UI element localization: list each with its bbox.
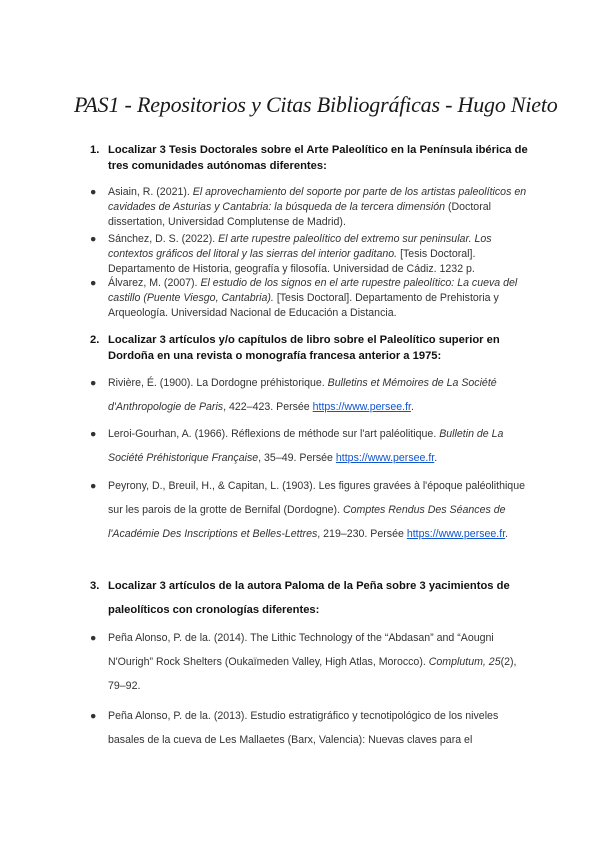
section-heading-text: Localizar 3 Tesis Doctorales sobre el Arte Paleolítico en la Península ibérica de tres comunidades autónomas diferentes: [108,144,528,172]
bullet-icon: ● [90,277,97,289]
citation-text: , 219–230. Persée [317,528,407,540]
citation-text: Asiain, R. (2021). [108,186,193,198]
citation-text: [Tesis Doctoral]. Departamento de Historia, geografía y filosofía. Universidad de Cádiz. 1232 p. [108,248,476,275]
citation-end: . [410,401,414,413]
citation-text: Peña Alonso, P. de la. (2014). The Lithic Technology of the “Abdasan” and “Aougni N'Ourigh” Rock Shelters (Oukaïmeden Valley, High Atlas, Morocco). [108,632,494,668]
section-heading-2 [90,332,530,364]
list-item [90,474,530,546]
bullet-icon: ● [90,632,97,644]
citation-text: (2), 79–92. [108,656,517,692]
citation-title: Bulletins et Mémoires de La Société d'Anthropologie de Paris [108,377,497,413]
list-item [90,232,530,277]
bullet-icon: ● [90,480,97,492]
section-heading-3 [90,574,530,622]
citation-title: Complutum, 25 [428,656,501,668]
list-item [90,371,530,419]
citation-title: Bulletin de La Société Préhistorique Française [108,428,504,464]
list-item [90,626,530,698]
citation-title: Comptes Rendus Des Séances de l'Académie Des Inscriptions et Belles-Lettres [108,504,506,540]
bullet-icon: ● [90,377,97,389]
citation-text: (Doctoral dissertation, Universidad Complutense de Madrid). [108,201,491,228]
citation-title: El estudio de los signos en el arte rupestre paleolítico: La cueva del castillo (Puente Viesgo, Cantabria). [108,277,518,304]
citation-text: Peña Alonso, P. de la. (2013). Estudio estratigráfico y tecnotipológico de los niveles basales de la cueva de Les Mallaetes (Barx, Valencia): Nuevas claves para el [108,710,499,746]
persee-link[interactable]: https://www.persee.fr [335,452,435,464]
section-heading-text: Localizar 3 artículos de la autora Paloma de la Peña sobre 3 yacimientos de paleolíticos con cronologías diferentes: [108,580,510,616]
section-heading-text: Localizar 3 artículos y/o capítulos de libro sobre el Paleolítico superior en Dordoña en una revista o monografía francesa anterior a 1975: [108,334,500,362]
citation-text: , 35–49. Persée [258,452,336,464]
citation-title: El aprovechamiento del soporte por parte de los artistas paleolíticos en cavidades de Asturias y Cantabria: la búsqueda de la tercera dimensión [108,186,527,213]
section-number: 1. [90,144,100,156]
citation-text: Leroi-Gourhan, A. (1966). Réflexions de méthode sur l'art paléolitique. [108,428,440,440]
citation-end: . [505,528,509,540]
bullet-icon: ● [90,428,97,440]
list-item [90,276,530,321]
document-title: PAS1 - Repositorios y Citas Bibliográficas - Hugo Nieto [74,92,558,117]
citation-text: , 422–423. Persée [223,401,313,413]
persee-link[interactable]: https://www.persee.fr [312,401,411,413]
section-number: 3. [90,580,100,592]
section-number: 2. [90,334,100,346]
citation-text: Sánchez, D. S. (2022). [108,233,219,245]
citation-title: El arte rupestre paleolítico del extremo sur peninsular. Los contextos gráficos del litoral y las sierras del interior gaditano. [108,233,492,260]
citation-text: [Tesis Doctoral]. Departamento de Prehistoria y Arqueología. Universidad Nacional de Educación a Distancia. [108,292,499,319]
bullet-icon: ● [90,186,97,198]
persee-link[interactable]: https://www.persee.fr [406,528,506,540]
citation-text: Álvarez, M. (2007). [108,277,201,289]
bullet-icon: ● [90,710,97,722]
bullet-icon: ● [90,233,97,245]
list-item [90,185,530,230]
citation-text: Rivière, É. (1900). La Dordogne préhistorique. [108,377,328,389]
list-item [90,704,530,752]
list-item [90,422,530,470]
citation-end: . [434,452,438,464]
section-heading-1 [90,142,530,174]
citation-text: Peyrony, D., Breuil, H., & Capitan, L. (1903). Les figures gravées à l'époque paléolithique sur les parois de la grotte de Bernifal (Dordogne). [108,480,525,516]
